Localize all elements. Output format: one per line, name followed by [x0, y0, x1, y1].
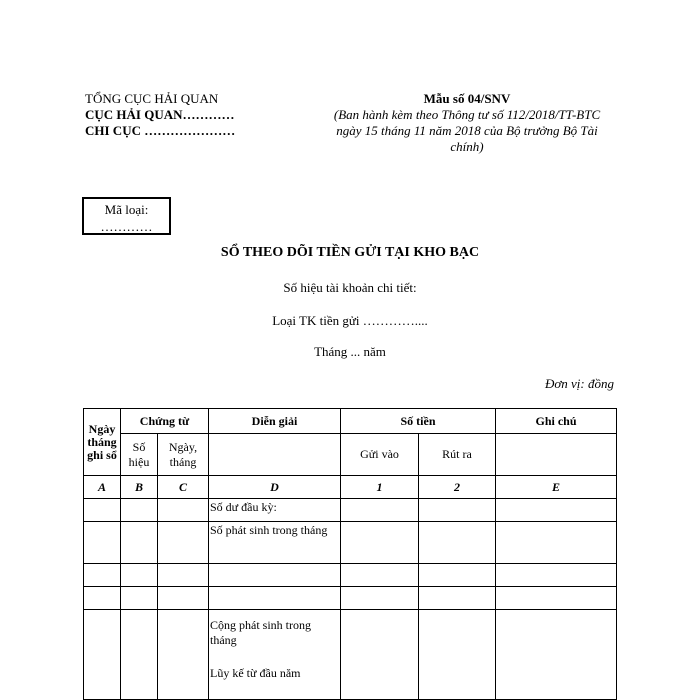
- code-cell: B: [121, 476, 158, 499]
- col-header-deposit: Gửi vào: [341, 434, 419, 476]
- form-code-block: [318, 91, 616, 155]
- issuing-organization: [85, 91, 235, 139]
- code-box-value: …………: [100, 219, 153, 234]
- header-row-2: [84, 434, 617, 476]
- form-note-line-1: (Ban hành kèm theo Thông tư số 112/2018/TT-BTC: [333, 107, 601, 122]
- row-arising-in-month: Số phát sinh trong tháng: [209, 522, 341, 564]
- cell-empty: [496, 434, 617, 476]
- code-row: [84, 476, 617, 499]
- col-header-voucher: Chứng từ: [121, 409, 209, 434]
- col-header-date: Ngày tháng ghi sổ: [84, 409, 121, 476]
- code-box: [82, 197, 171, 235]
- org-line-sub-dept: CHI CỤC …………………: [85, 123, 236, 138]
- col-header-amount: Số tiền: [341, 409, 496, 434]
- period-label: Tháng ... năm: [314, 344, 386, 359]
- code-cell: E: [496, 476, 617, 499]
- code-cell: C: [158, 476, 209, 499]
- code-box-label: Mã loại:: [104, 202, 149, 217]
- form-number: Mẫu số 04/SNV: [423, 91, 511, 106]
- org-line-general-dept: TỔNG CỤC HẢI QUAN: [85, 91, 219, 106]
- table-row: [84, 522, 617, 564]
- code-cell: 2: [419, 476, 496, 499]
- header-row-1: [84, 409, 617, 434]
- col-header-description: Diễn giải: [209, 409, 341, 434]
- col-header-note: Ghi chú: [496, 409, 617, 434]
- table-row: [84, 587, 617, 610]
- table-row: [84, 610, 617, 700]
- document-title: SỔ THEO DÕI TIỀN GỬI TẠI KHO BẠC: [220, 245, 480, 260]
- col-header-voucher-date: Ngày, tháng: [158, 434, 209, 476]
- code-cell: 1: [341, 476, 419, 499]
- col-header-withdraw: Rút ra: [419, 434, 496, 476]
- row-total-in-month: Cộng phát sinh trong tháng: [210, 618, 311, 647]
- table-row: [84, 564, 617, 587]
- ledger-table: [83, 408, 617, 700]
- row-cumulative-from-year-start: Lũy kế từ đầu năm: [210, 666, 301, 680]
- col-header-voucher-number: Số hiệu: [121, 434, 158, 476]
- form-note-line-3: chính): [450, 139, 484, 154]
- org-line-customs-dept: CỤC HẢI QUAN…………: [85, 107, 235, 122]
- cell-empty: [209, 434, 341, 476]
- unit-label: Đơn vị: đồng: [544, 376, 614, 391]
- deposit-type-label: Loại TK tiền gửi …………....: [272, 313, 428, 328]
- row-opening-balance: Số dư đầu kỳ:: [209, 499, 341, 522]
- account-number-label: Số hiệu tài khoản chi tiết:: [283, 280, 417, 295]
- code-cell: D: [209, 476, 341, 499]
- row-totals: [209, 610, 341, 700]
- code-cell: A: [84, 476, 121, 499]
- table-row: [84, 499, 617, 522]
- form-note-line-2: ngày 15 tháng 11 năm 2018 của Bộ trưởng Bộ Tài: [336, 123, 598, 138]
